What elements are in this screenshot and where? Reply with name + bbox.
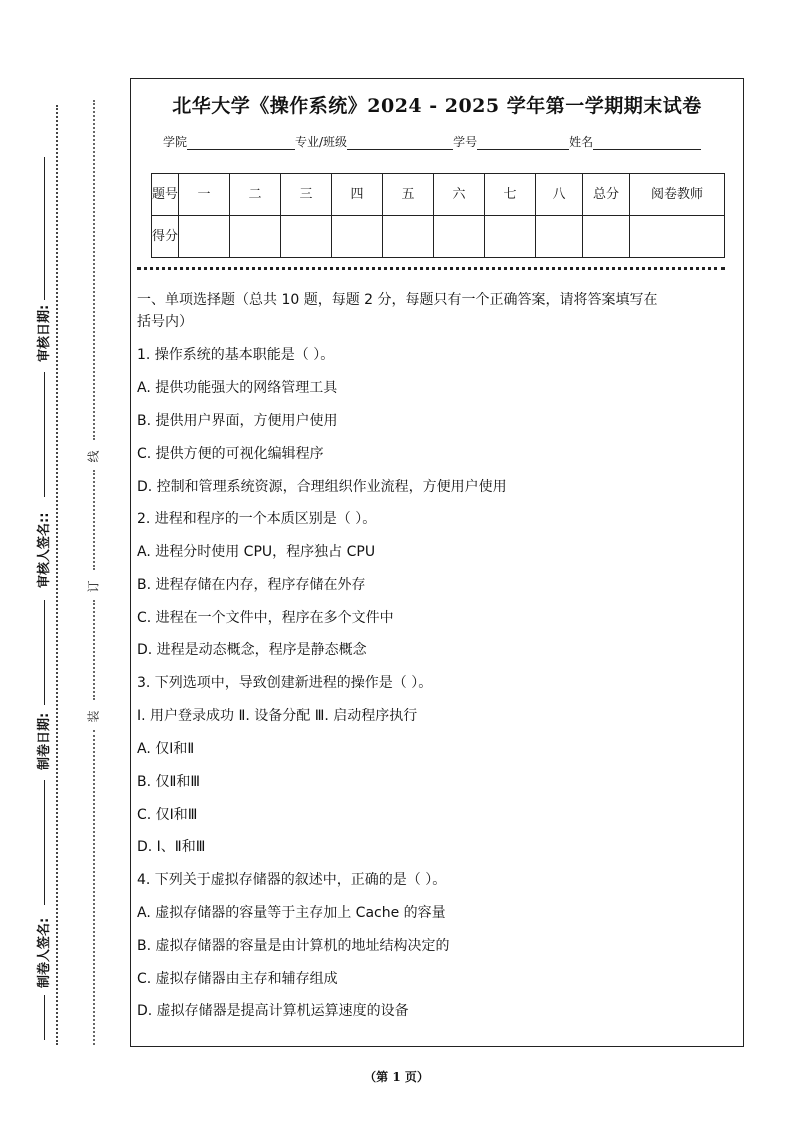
option: B. 虚拟存储器的容量是由计算机的地址结构决定的 <box>137 938 450 954</box>
reviewer-sign-label: 审核人签名:: <box>37 512 52 588</box>
option: C. 虚拟存储器由主存和辅存组成 <box>137 971 338 987</box>
question-stem: 4. 下列关于虚拟存储器的叙述中，正确的是（ ）。 <box>137 872 447 888</box>
maker-date-label: 制卷日期: <box>37 712 52 770</box>
col-header: 七 <box>485 174 536 216</box>
option: B. 提供用户界面，方便用户使用 <box>137 413 338 429</box>
question-stem: 2. 进程和程序的一个本质区别是（ ）。 <box>137 511 377 527</box>
major-field[interactable] <box>347 136 453 150</box>
option: D. 虚拟存储器是提高计算机运算速度的设备 <box>137 1003 409 1019</box>
maker-date-line <box>44 600 45 705</box>
binding-dotted-line <box>93 600 95 700</box>
exam-title: 北华大学《操作系统》2024 - 2025 学年第一学期期末试卷 <box>172 95 702 117</box>
bottom-sign-line <box>44 995 45 1040</box>
col-header: 四 <box>332 174 383 216</box>
binding-dotted-line <box>93 470 95 570</box>
col-header: 六 <box>434 174 485 216</box>
score-cell[interactable] <box>332 216 383 258</box>
row-label-tihao: 题号 <box>152 174 179 216</box>
school-field[interactable] <box>187 136 295 150</box>
separator-dotted <box>137 267 725 270</box>
student-id-field[interactable] <box>477 136 569 150</box>
option: B. 进程存储在内存，程序存储在外存 <box>137 577 366 593</box>
score-table <box>151 173 725 258</box>
student-id-label: 学号 <box>453 135 478 149</box>
reviewer-date-label: 审核日期: <box>37 304 52 362</box>
score-cell[interactable] <box>383 216 434 258</box>
option: A. 进程分时使用 CPU，程序独占 CPU <box>137 544 376 560</box>
option: C. 进程在一个文件中，程序在多个文件中 <box>137 610 394 626</box>
option: D. 控制和管理系统资源，合理组织作业流程，方便用户使用 <box>137 479 507 495</box>
score-cell[interactable] <box>281 216 332 258</box>
student-info-row <box>163 133 701 150</box>
score-cell[interactable] <box>536 216 583 258</box>
reviewer-date-line <box>44 157 45 300</box>
col-header: 二 <box>230 174 281 216</box>
major-label: 专业/班级 <box>295 135 348 149</box>
section-heading-cont: 括号内） <box>137 314 193 330</box>
col-header: 三 <box>281 174 332 216</box>
binding-char-xian: 线 <box>86 450 101 463</box>
score-cell-grader[interactable] <box>630 216 725 258</box>
question-sub-items: Ⅰ. 用户登录成功 Ⅱ. 设备分配 Ⅲ. 启动程序执行 <box>137 708 418 724</box>
exam-frame <box>130 78 744 1047</box>
col-header: 八 <box>536 174 583 216</box>
reviewer-sign-line <box>44 372 45 497</box>
score-cell[interactable] <box>230 216 281 258</box>
col-header-grader: 阅卷教师 <box>630 174 725 216</box>
score-cell-total[interactable] <box>583 216 630 258</box>
score-header-row <box>152 174 725 216</box>
binding-dotted-line <box>93 100 95 440</box>
row-label-defen: 得分 <box>152 216 179 258</box>
col-header: 一 <box>179 174 230 216</box>
option: A. 仅Ⅰ和Ⅱ <box>137 741 195 757</box>
binding-char-ding: 订 <box>86 580 101 593</box>
score-cell[interactable] <box>179 216 230 258</box>
option: D. Ⅰ、Ⅱ和Ⅲ <box>137 839 206 855</box>
option: C. 仅Ⅰ和Ⅲ <box>137 807 198 823</box>
dotted-column-left <box>56 105 58 1045</box>
maker-sign-line <box>44 780 45 905</box>
name-field[interactable] <box>593 136 701 150</box>
option: B. 仅Ⅱ和Ⅲ <box>137 774 201 790</box>
binding-dotted-line <box>93 730 95 1045</box>
question-stem: 1. 操作系统的基本职能是（ ）。 <box>137 347 335 363</box>
maker-sign-label: 制卷人签名: <box>37 917 52 988</box>
page-number: （第 1 页） <box>364 1070 429 1084</box>
section-heading: 一、单项选择题（总共 10 题，每题 2 分，每题只有一个正确答案，请将答案填写在 <box>137 292 658 308</box>
score-cell[interactable] <box>434 216 485 258</box>
score-cell[interactable] <box>485 216 536 258</box>
option: C. 提供方便的可视化编辑程序 <box>137 446 324 462</box>
name-label: 姓名 <box>569 135 594 149</box>
question-stem: 3. 下列选项中，导致创建新进程的操作是（ ）。 <box>137 675 433 691</box>
binding-char-zhuang: 装 <box>86 710 101 723</box>
col-header-total: 总分 <box>583 174 630 216</box>
option: D. 进程是动态概念，程序是静态概念 <box>137 642 367 658</box>
score-value-row <box>152 216 725 258</box>
school-label: 学院 <box>163 135 188 149</box>
option: A. 虚拟存储器的容量等于主存加上 Cache 的容量 <box>137 905 446 921</box>
col-header: 五 <box>383 174 434 216</box>
option: A. 提供功能强大的网络管理工具 <box>137 380 338 396</box>
